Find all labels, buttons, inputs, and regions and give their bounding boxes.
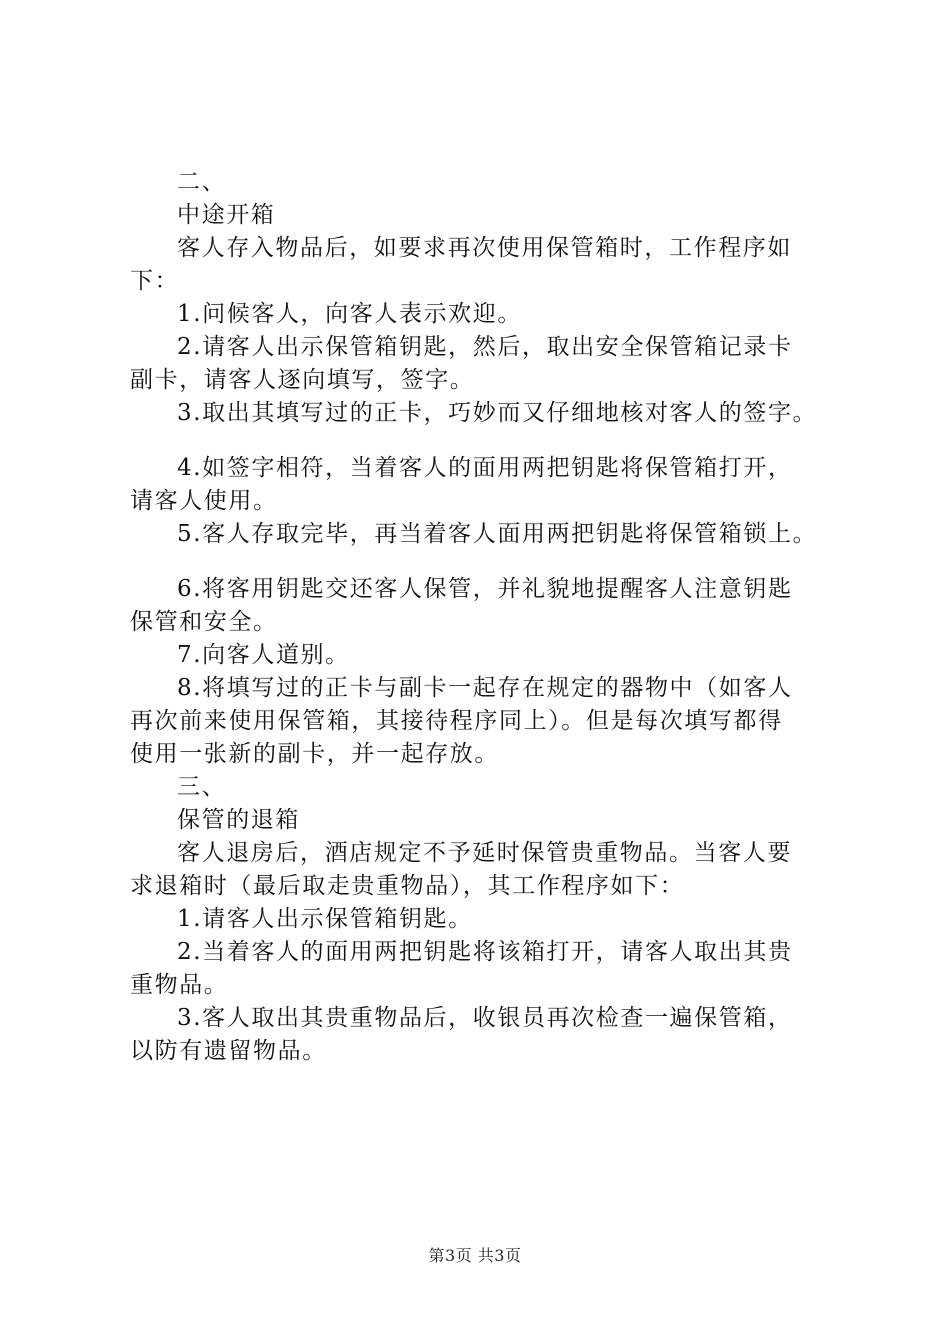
list-item-continuation: 副卡，请客人逐向填写，签字。 — [130, 367, 475, 393]
paragraph-line: 客人存入物品后，如要求再次使用保管箱时，工作程序如 — [177, 235, 792, 261]
section-number: 三、 — [177, 774, 227, 800]
list-item-continuation: 使用一张新的副卡，并一起存放。 — [130, 741, 499, 767]
list-item: 2.请客人出示保管箱钥匙，然后，取出安全保管箱记录卡 — [177, 334, 793, 360]
paragraph-line: 求退箱时（最后取走贵重物品），其工作程序如下： — [130, 873, 685, 899]
list-item: 4.如签字相符，当着客人的面用两把钥匙将保管箱打开， — [177, 455, 793, 481]
section-heading: 中途开箱 — [177, 202, 276, 228]
list-item-continuation: 以防有遗留物品。 — [130, 1038, 327, 1064]
list-item: 7.向客人道别。 — [177, 642, 350, 668]
page-footer: 第3页 共3页 — [428, 1246, 522, 1265]
list-item-continuation: 再次前来使用保管箱，其接待程序同上）。但是每次填写都得 — [130, 708, 783, 734]
document-body — [130, 166, 850, 1068]
list-item-continuation: 保管和安全。 — [130, 609, 278, 635]
paragraph-line: 下： — [130, 268, 180, 294]
list-item: 2.当着客人的面用两把钥匙将该箱打开，请客人取出其贵 — [177, 939, 793, 965]
list-item: 8.将填写过的正卡与副卡一起存在规定的器物中（如客人 — [177, 675, 793, 701]
list-item: 1.请客人出示保管箱钥匙。 — [177, 906, 473, 932]
section-heading: 保管的退箱 — [177, 807, 300, 833]
section-number: 二、 — [177, 169, 227, 195]
list-item-continuation: 请客人使用。 — [130, 488, 278, 514]
list-item: 3.取出其填写过的正卡，巧妙而又仔细地核对客人的签字。 — [177, 400, 818, 426]
list-item: 5.客人存取完毕，再当着客人面用两把钥匙将保管箱锁上。 — [177, 521, 818, 547]
list-item: 1.问候客人，向客人表示欢迎。 — [177, 301, 522, 327]
paragraph-line: 客人退房后，酒店规定不予延时保管贵重物品。当客人要 — [177, 840, 792, 866]
list-item: 6.将客用钥匙交还客人保管，并礼貌地提醒客人注意钥匙 — [177, 576, 793, 602]
list-item-continuation: 重物品。 — [130, 972, 229, 998]
list-item: 3.客人取出其贵重物品后，收银员再次检查一遍保管箱， — [177, 1005, 793, 1031]
